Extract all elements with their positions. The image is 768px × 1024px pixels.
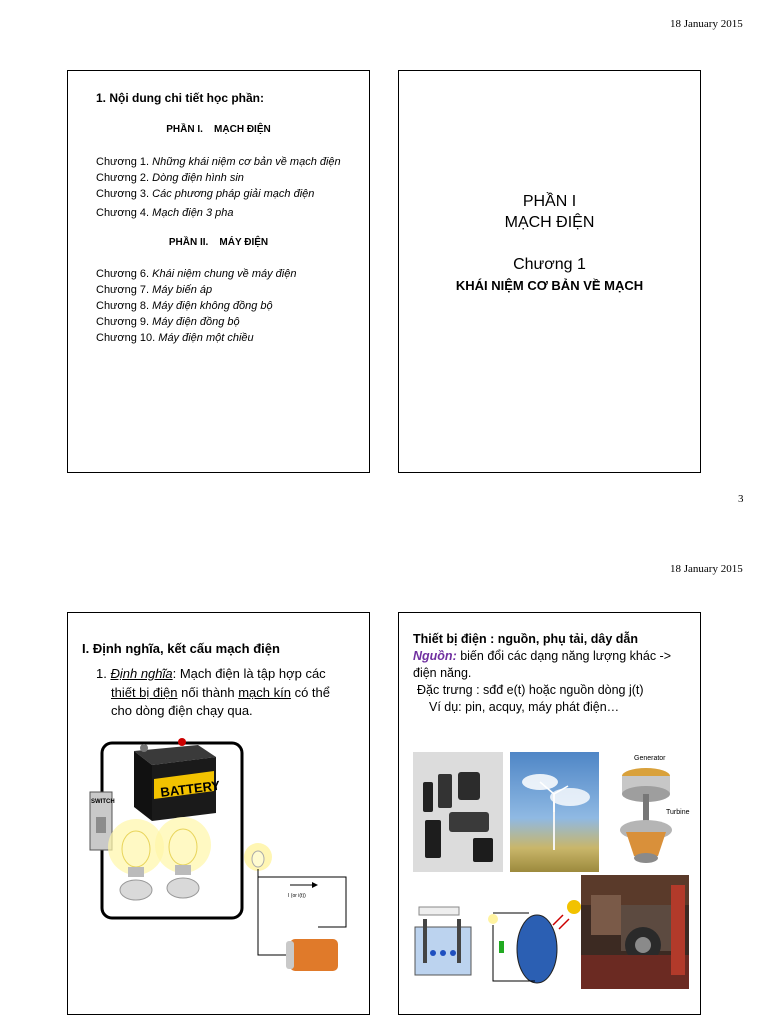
chapter-item: Chương 4. Mạch điện 3 pha [96, 207, 234, 219]
part1-title: PHẦN I. MẠCH ĐIỆN [166, 124, 271, 135]
batteries-photo [413, 752, 503, 872]
page1-date: 18 January 2015 [670, 18, 743, 30]
chapter-item: Chương 3. Các phương pháp giải mạch điện [96, 188, 315, 200]
chapter-item: Chương 2. Dòng điện hình sin [96, 172, 244, 184]
chapter-item: Chương 7. Máy biến áp [96, 284, 213, 296]
definition-line-1: 1. Định nghĩa: Mạch điện là tập hợp các [96, 666, 326, 681]
slide-electrical-devices [398, 612, 701, 1015]
battery-icon [134, 738, 221, 821]
course-content-heading: 1. Nội dung chi tiết học phần: [96, 91, 264, 105]
chapter-title: KHÁI NIỆM CƠ BẢN VỀ MẠCH [455, 278, 644, 293]
chapter-item: Chương 1. Những khái niệm cơ bản về mạch điện [96, 156, 341, 168]
slide-course-content [67, 70, 370, 473]
engine-photo [581, 875, 689, 989]
chapter-item: Chương 10. Máy điện một chiều [96, 332, 254, 344]
electrolysis-diagram [409, 897, 477, 989]
source-definition-cont: điện năng. [413, 666, 472, 680]
definition-heading: I. Định nghĩa, kết cấu mạch điện [82, 641, 280, 656]
bulb-icon [155, 817, 211, 898]
slide-chapter-title [398, 70, 701, 473]
schematic-circuit [244, 843, 346, 971]
generator-turbine-diagram [606, 752, 696, 874]
page-number: 3 [738, 493, 744, 505]
switch-label: SWITCH [91, 799, 115, 805]
circuit-illustration [68, 727, 371, 987]
part-subtitle: MẠCH ĐIỆN [504, 214, 595, 231]
part-title: PHẦN I [522, 193, 577, 210]
wind-turbine-photo [510, 752, 599, 872]
generator-label: Generator [634, 755, 666, 762]
battery-label: BATTERY [159, 777, 221, 800]
definition-line-2: thiết bị điện nối thành mạch kín có thể [111, 685, 330, 700]
chapter-item: Chương 9. Máy điện đồng bộ [96, 316, 240, 328]
source-examples: Ví dụ: pin, acquy, máy phát điện… [429, 700, 620, 714]
part2-title: PHẦN II. MÁY ĐIỆN [168, 237, 269, 248]
slide-definition [67, 612, 370, 1015]
chapter-item: Chương 6. Khái niệm chung về máy điện [96, 268, 297, 280]
page2-date: 18 January 2015 [670, 563, 743, 575]
source-characteristic: Đặc trưng : sđđ e(t) hoặc nguồn dòng j(t) [417, 683, 644, 697]
chapter-item: Chương 8. Máy điện không đồng bộ [96, 300, 273, 312]
turbine-label: Turbine [666, 809, 690, 816]
source-definition: Nguồn: biến đổi các dạng năng lượng khác -> [413, 649, 672, 663]
devices-heading: Thiết bị điện : nguồn, phụ tải, dây dẫn [413, 632, 638, 646]
current-label: I (or i(t)) [288, 893, 306, 899]
chapter-number: Chương 1 [513, 256, 586, 273]
definition-line-3: cho dòng điện chạy qua. [111, 703, 253, 718]
bulb-icon [108, 819, 164, 900]
solar-cell-diagram [479, 897, 585, 989]
